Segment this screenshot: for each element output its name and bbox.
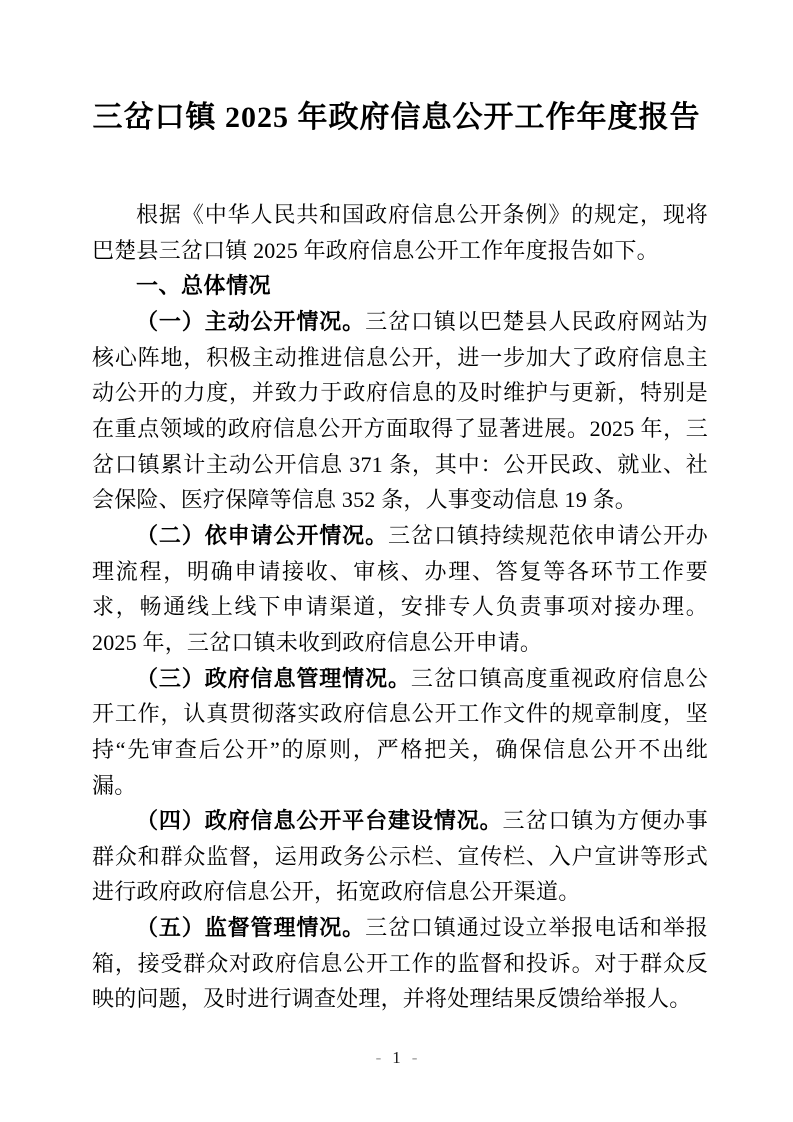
- subsection-information-management: [92, 661, 708, 804]
- document-body: [92, 197, 708, 1017]
- page-number: 1: [392, 1048, 401, 1067]
- subsection-disclosure-upon-request-lead: （二）依申请公开情况。: [136, 522, 388, 548]
- page-number-dash-left: -: [375, 1048, 382, 1067]
- subsection-platform-construction-body: 三岔口镇为方便办事群众和群众监督，运用政务公示栏、宣传栏、入户宣讲等形式进行政府政府信息公开，拓宽政府信息公开渠道。: [92, 808, 708, 905]
- subsection-supervision-management-lead: （五）监督管理情况。: [136, 915, 366, 941]
- subsection-information-management-body: 三岔口镇高度重视政府信息公开工作，认真贯彻落实政府信息公开工作文件的规章制度，坚持“先审查后公开”的原则，严格把关，确保信息公开不出纰漏。: [92, 665, 708, 798]
- subsection-information-management-lead: （三）政府信息管理情况。: [136, 665, 411, 691]
- document-title: 三岔口镇 2025 年政府信息公开工作年度报告: [92, 101, 701, 134]
- subsection-proactive-disclosure: [92, 304, 708, 518]
- subsection-platform-construction-lead: （四）政府信息公开平台建设情况。: [136, 808, 503, 834]
- subsection-disclosure-upon-request: [92, 518, 708, 661]
- subsection-proactive-disclosure-lead: （一）主动公开情况。: [136, 308, 366, 334]
- subsection-platform-construction: [92, 803, 708, 910]
- subsection-proactive-disclosure-body: 三岔口镇以巴楚县人民政府网站为核心阵地，积极主动推进信息公开，进一步加大了政府信息主动公开的力度，并致力于政府信息的及时维护与更新，特别是在重点领域的政府信息公开方面取得了显著进展。2025 年，三岔口镇累计主动公开信息 371 条，其中：公开民政、就业、社会保险、医疗保障等信息 352 条，人事变动信息 19 条。: [92, 308, 708, 513]
- subsection-supervision-management-body: 三岔口镇通过设立举报电话和举报箱，接受群众对政府信息公开工作的监督和投诉。对于群众反映的问题，及时进行调查处理，并将处理结果反馈给举报人。: [92, 915, 708, 1012]
- subsection-disclosure-upon-request-body: 三岔口镇持续规范依申请公开办理流程，明确申请接收、审核、办理、答复等各环节工作要求，畅通线上线下申请渠道，安排专人负责事项对接办理。2025 年，三岔口镇未收到政府信息公开申请。: [92, 522, 709, 655]
- section-heading-overview: 一、总体情况: [136, 273, 272, 299]
- page-footer: [0, 1047, 793, 1069]
- page-number-dash-right: -: [411, 1048, 418, 1067]
- subsection-supervision-management: [92, 910, 708, 1017]
- intro-paragraph: 根据《中华人民共和国政府信息公开条例》的规定，现将巴楚县三岔口镇 2025 年政府信息公开工作年度报告如下。: [92, 202, 708, 263]
